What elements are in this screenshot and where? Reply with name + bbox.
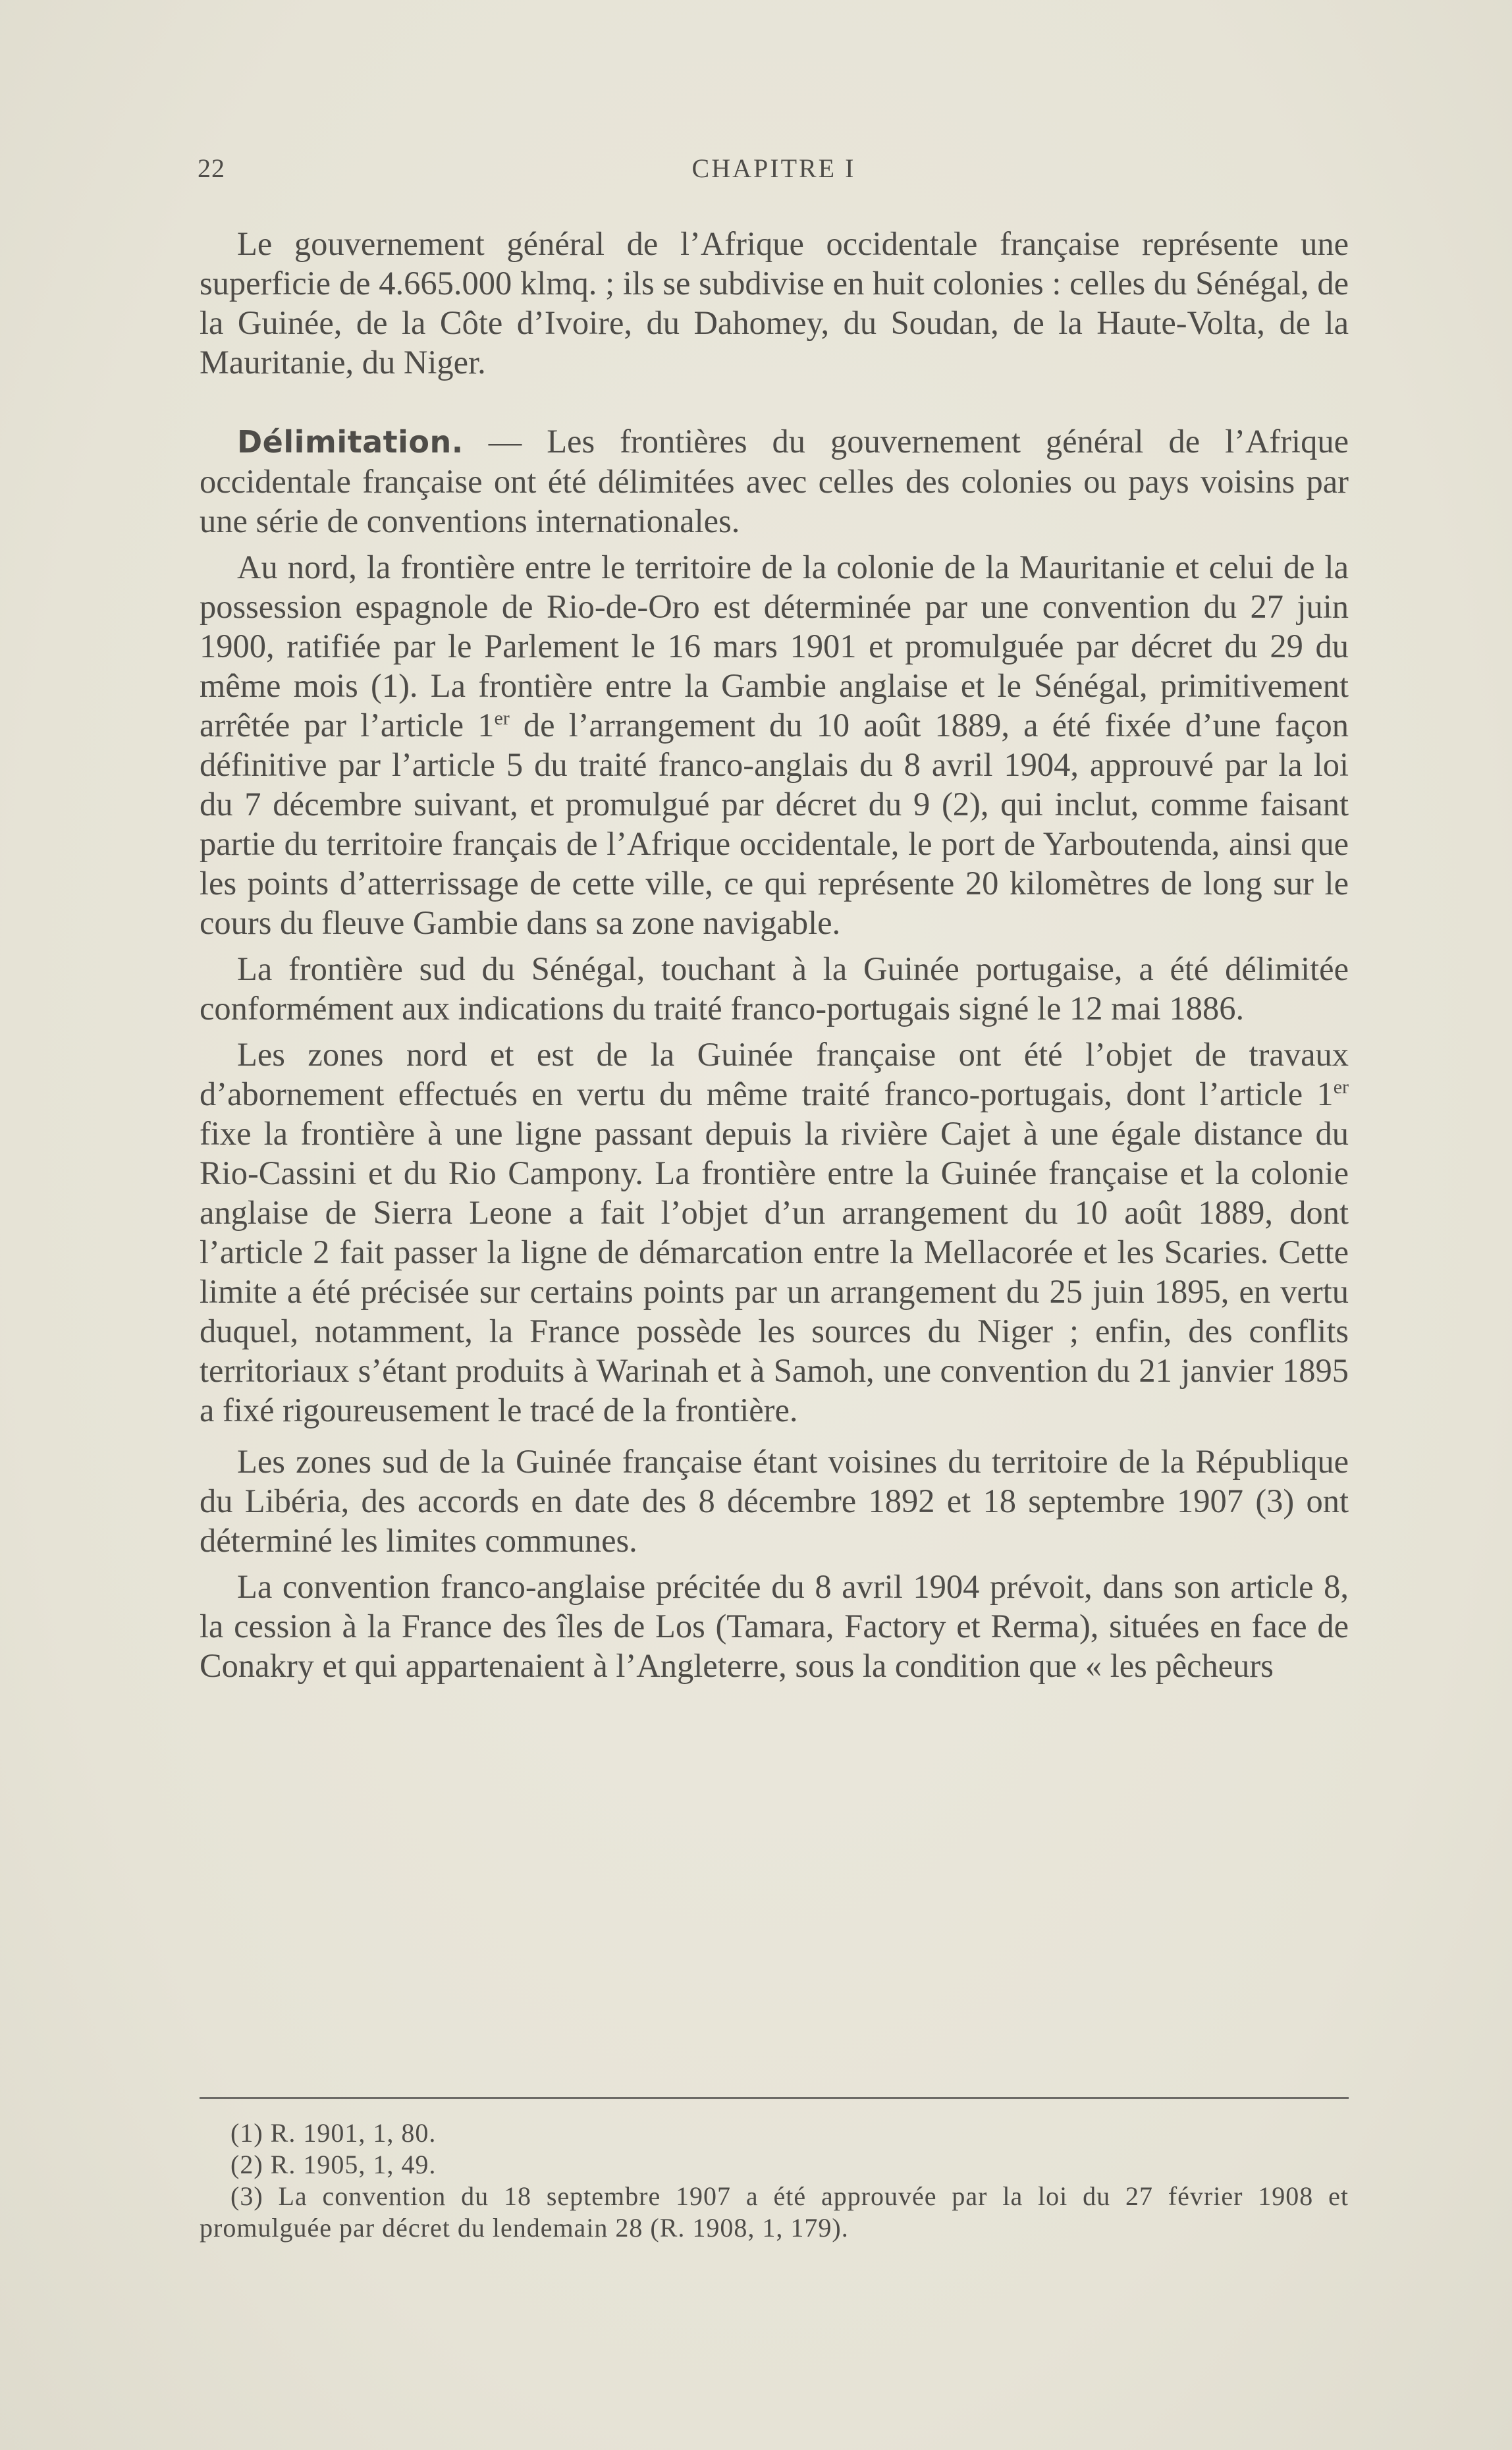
footnotes	[200, 2117, 1349, 2244]
main-text	[200, 224, 1349, 1685]
chapter-title: CHAPITRE I	[691, 153, 856, 183]
paragraph-overview: Le gouvernement général de l’Afrique occidentale française représente une superficie de 4.665.000 klmq. ; ils se subdivise en huit colonies : celles du Sénégal, de la Guinée, de la Côte d’Ivoire, du Dahomey, du Soudan, de la Haute-Volta, de la Mauritanie, du Niger.	[200, 225, 1349, 381]
paragraph-guinea-north-east: Les zones nord et est de la Guinée française ont été l’objet de travaux d’abornement effectués en vertu du même traité franco-portugais, dont l’article 1er fixe la frontière à une ligne passant depuis la rivière Cajet à une égale distance du Rio-Cassini et du Rio Campony. La frontière entre la Guinée française et la colonie anglaise de Sierra Leone a fait l’objet d’un arrangement du 10 août 1889, dont l’article 2 fait passer la ligne de démarcation entre la Mellacorée et les Scaries. Cette limite a été précisée sur certains points par un arrangement du 25 juin 1895, en vertu duquel, notamment, la France possède les sources du Niger ; enfin, des conflits territoriaux s’étant produits à Warinah et à Samoh, une convention du 21 janvier 1895 a fixé rigoureusement le tracé de la frontière.	[200, 1036, 1349, 1429]
running-head	[198, 153, 1350, 192]
footnote-2: (2) R. 1905, 1, 49.	[230, 2150, 437, 2179]
footnote-1: (1) R. 1901, 1, 80.	[230, 2118, 437, 2148]
superscript: er	[1333, 1076, 1349, 1098]
superscript: er	[494, 707, 510, 729]
paragraph-south-senegal: La frontière sud du Sénégal, touchant à la Guinée portugaise, a été délimitée conformément aux indications du traité franco-portugais signé le 12 mai 1886.	[200, 950, 1349, 1027]
paragraph-north-frontier: Au nord, la frontière entre le territoire de la colonie de la Mauritanie et celui de la possession espagnole de Rio-de-Oro est déterminée par une convention du 27 juin 1900, ratifiée par le Parlement le 16 mars 1901 et promulguée par décret du 29 du même mois (1). La frontière entre la Gambie anglaise et le Sénégal, primitivement arrêtée par l’article 1er de l’arrangement du 10 août 1889, a été fixée d’une façon définitive par l’article 5 du traité franco-anglais du 8 avril 1904, approuvé par la loi du 7 décembre suivant, et promulgué par décret du 9 (2), qui inclut, comme faisant partie du territoire français de l’Afrique occidentale, le port de Yarboutenda, ainsi que les points d’atterrissage de cette ville, ce qui représente 20 kilomètres de long sur le cours du fleuve Gambie dans sa zone navigable.	[200, 549, 1349, 941]
paragraph-guinea-south: Les zones sud de la Guinée française étant voisines du territoire de la République du Libéria, des accords en date des 8 décembre 1892 et 18 septembre 1907 (3) ont déterminé les limites communes.	[200, 1443, 1349, 1559]
footnote-3: (3) La convention du 18 septembre 1907 a été approuvée par la loi du 27 février 1908 et promulguée par décret du lendemain 28 (R. 1908, 1, 179).	[200, 2181, 1349, 2243]
paragraph-delimitation: Délimitation. — Les frontières du gouvernement général de l’Afrique occidentale française ont été délimitées avec celles des colonies ou pays voisins par une série de conventions internationales.	[200, 423, 1349, 539]
section-heading-delimitation: Délimitation.	[237, 424, 464, 460]
footnote-rule	[200, 2097, 1349, 2099]
paragraph-los-islands: La convention franco-anglaise précitée du 8 avril 1904 prévoit, dans son article 8, la cession à la France des îles de Los (Tamara, Factory et Rerma), situées en face de Conakry et qui appartenaient à l’Angleterre, sous la condition que « les pêcheurs	[200, 1568, 1349, 1684]
page-number: 22	[198, 153, 225, 183]
